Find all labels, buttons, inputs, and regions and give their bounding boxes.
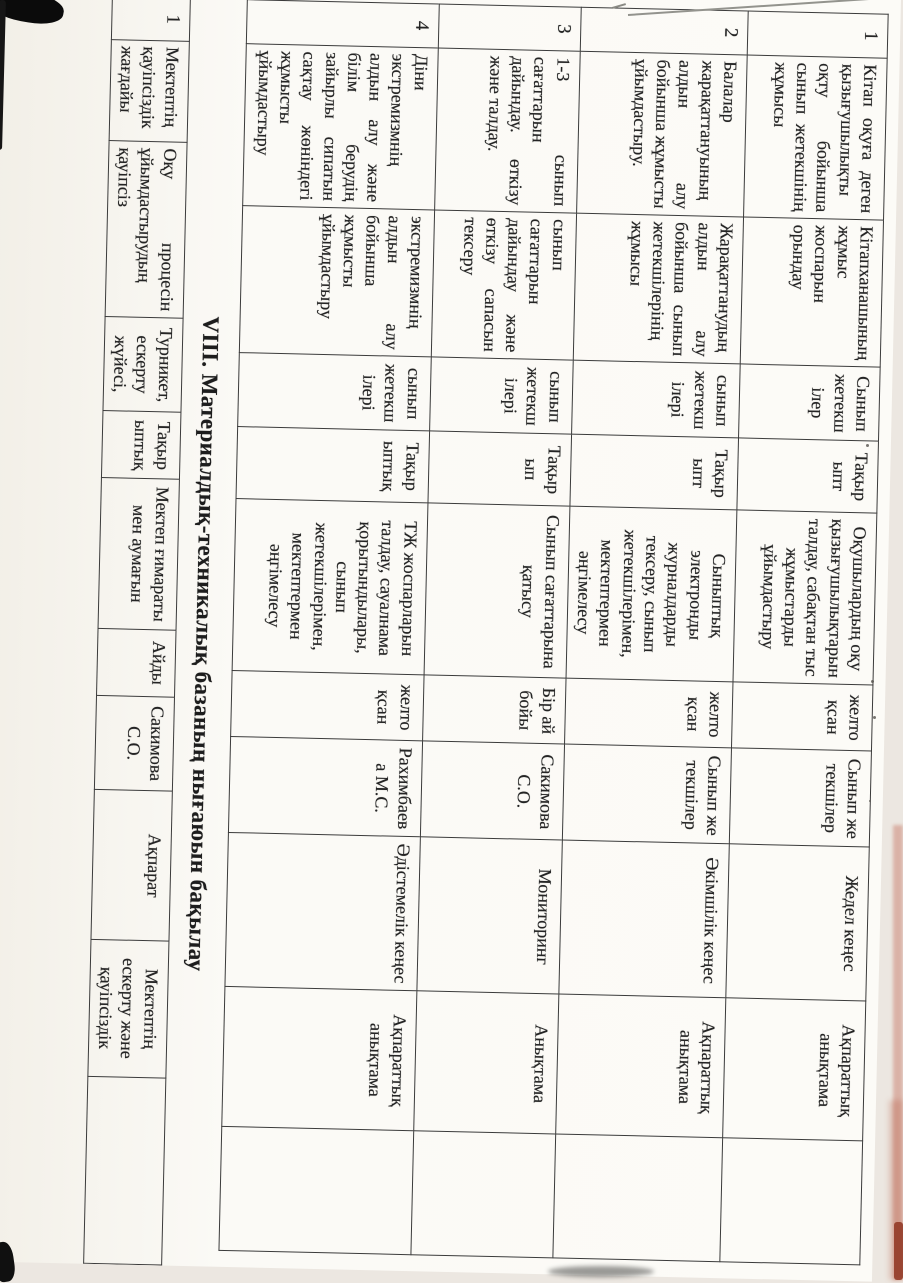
table-cell-empty: [219, 1127, 414, 1255]
table-cell: сынып жетекшілері: [237, 353, 431, 431]
row-number: 1: [111, 0, 190, 41]
table-cell: Ақпараттық анықтама: [555, 994, 725, 1138]
table-cell: Тақырыптық: [101, 411, 180, 480]
table-cell: Мектептің ескерту және қауіпсіздік: [88, 939, 169, 1078]
table-cell: Жедел кеңес: [726, 844, 869, 1001]
table-cell: Тақырыпт: [737, 438, 879, 513]
table-cell: Ақпарат: [91, 790, 172, 941]
table-cell-empty: [411, 1131, 556, 1258]
table-cell: 1-3 сынып сағаттарын дайындау. өткізу және талдау.: [434, 48, 580, 213]
page-content: [83, 0, 901, 1282]
table-cell: Мектеп ғимараты мен аумағын: [98, 478, 179, 630]
scan-artifact-red-soft: [889, 1100, 903, 1280]
scan-artifact-red-blob: [894, 1222, 903, 1280]
table-cell: Анықтама: [414, 991, 559, 1134]
table-cell: Сынып сағаттарына қатысу: [424, 503, 570, 678]
table-cell: желтоқсан: [731, 682, 872, 751]
table-cell: Оқушылардың оқу қызығушылықтарын талдау, сабақтан тыс жұмыстарды ұйымдастыру: [733, 510, 877, 685]
table-cell: Мониторинг: [417, 837, 562, 994]
table-cell: Ақпараттық анықтама: [222, 987, 417, 1131]
row-number: 4: [246, 0, 439, 48]
table-cell: Сакимова С.О.: [420, 741, 564, 840]
table-cell: Айды: [96, 628, 175, 697]
scan-artifact-red-streak: [893, 825, 903, 1280]
table-row: [553, 7, 749, 1262]
table-row: [219, 0, 439, 1255]
table-cell: Тақырыпт: [570, 434, 739, 510]
table-cell: Сынып жетекшілер: [729, 748, 871, 847]
table-cell-empty: [720, 1138, 863, 1265]
table-cell: Әдістемелік кеңес: [225, 833, 420, 991]
control-plan-table: [218, 0, 888, 1266]
table-cell: Бір ай бойы: [422, 675, 565, 744]
table-row: [411, 4, 581, 1258]
table-cell: Балалар жарақаттануының алдын алу бойынша жұмысты ұйымдастыру.: [576, 51, 747, 217]
row-number: 1: [747, 11, 888, 58]
table-cell: сынып сағаттарын дайындау және өткізу сапасын тексеру: [431, 210, 576, 360]
table-cell: Жарақаттанудың алдын алу бойынша сынып жетекшілерінің жұмысы: [573, 213, 743, 364]
table-cell-empty: [553, 1134, 723, 1262]
table-cell: экстремизмнің алдын алу бойынша жұмысты ұйымдастыру: [239, 206, 434, 357]
table-cell: Сакимова С.О.: [94, 695, 174, 791]
row-number: 2: [580, 7, 748, 55]
table-cell: Сынып жетекшілер: [562, 744, 731, 844]
table-cell: Кітап оқуға деген қызығушылықты оқту бойынша сынып жетекшінің жұмысы: [744, 55, 888, 220]
table-cell: ТЖ жоспарларын талдау, сауалнама қорытындылары, сынып жетекшілерімен, мектептермен әңгімелесу: [232, 499, 428, 675]
table-cell: Оқу процесін ұйымдастырудың қауіпсіз: [105, 141, 187, 319]
table-cell: Мектептің қауіпсіздік жағдайы: [109, 39, 189, 142]
section-title: VIII. Материалдық-техникалық базаның нығаюын бақылау: [183, 316, 224, 972]
table-cell: Ақпараттық анықтама: [723, 998, 866, 1141]
table-cell: желтоқсан: [230, 671, 423, 741]
table-cell: Сынып жетекшілер: [739, 364, 881, 441]
table-cell: Әкімшілік кеңес: [559, 840, 730, 998]
table-cell: Кітапханашының жұмыс жоспарын орындау: [740, 217, 883, 367]
table-cell: сынып жетекшілері: [429, 357, 573, 434]
security-table: [83, 0, 191, 1266]
table-cell: Діни экстремизмнің алдын алу және білім берудің зайырлы сипатын сақтау жөніндегі жұмысты ұйымдастыру: [242, 44, 438, 210]
table-cell: Тақырыптық: [236, 427, 430, 503]
table-cell: Тақырып: [428, 431, 572, 506]
table-row: [84, 0, 191, 1265]
table-cell: сынып жетекшілері: [571, 360, 740, 438]
row-number: 3: [438, 4, 581, 51]
table-cell: желтоқсан: [564, 678, 733, 748]
table-cell: Сыныптық электронды журналдарды тексеру, сынып жетекшілерімен, мектептермен әңгімелесу: [566, 506, 737, 682]
table-cell: Турникет, ескерту жүйесі,: [103, 316, 183, 412]
table-cell-empty: [84, 1076, 166, 1265]
table-cell: Рахимбаева М.С.: [228, 737, 422, 837]
table-row: [720, 11, 888, 1265]
